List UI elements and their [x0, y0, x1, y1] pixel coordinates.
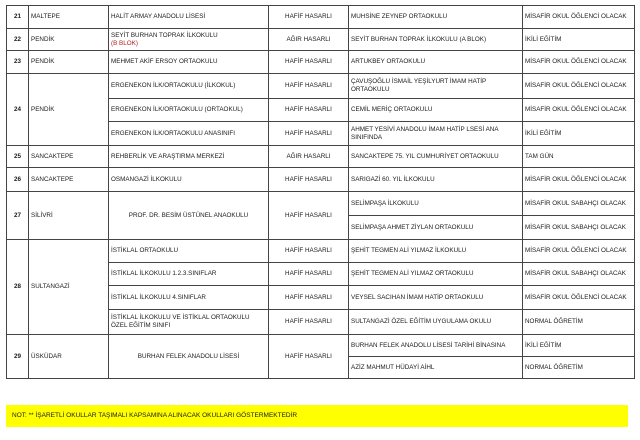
table-row — [7, 146, 635, 168]
education-mode: İKİLİ EĞİTİM — [523, 335, 635, 357]
education-mode: NORMAL ÖĞRETİM — [523, 310, 635, 335]
target-school: SELİMPAŞA AHMET ZİYLAN ORTAOKULU — [349, 216, 523, 240]
table-row — [7, 6, 635, 29]
damage-status: HAFİF HASARLI — [269, 51, 349, 74]
table-row — [7, 51, 635, 74]
row-number: 28 — [7, 240, 29, 335]
damage-status: HAFİF HASARLI — [269, 74, 349, 99]
school-name: BURHAN FELEK ANADOLU LİSESİ — [109, 335, 269, 379]
target-school: ŞEHİT TEGMEN ALİ YILMAZ ORTAOKULU — [349, 263, 523, 286]
row-number: 27 — [7, 192, 29, 240]
damage-status: HAFİF HASARLI — [269, 192, 349, 240]
school-table — [6, 5, 635, 379]
damage-status: HAFİF HASARLI — [269, 99, 349, 122]
damage-status: HAFİF HASARLI — [269, 310, 349, 335]
damage-status: HAFİF HASARLI — [269, 286, 349, 310]
district: SİLİVRİ — [29, 192, 109, 240]
school-name — [109, 29, 269, 51]
row-number: 26 — [7, 168, 29, 192]
school-name: PROF. DR. BESİM ÜSTÜNEL ANAOKULU — [109, 192, 269, 240]
district: PENDİK — [29, 51, 109, 74]
table-row — [7, 335, 635, 357]
education-mode: İKİLİ EĞİTİM — [523, 29, 635, 51]
district: PENDİK — [29, 29, 109, 51]
school-name: ERGENEKON İLK/ORTAOKULU ANASINIFI — [109, 122, 269, 146]
target-school: AHMET YESİVİ ANADOLU İMAM HATİP LSESİ ANA SINIFINDA — [349, 122, 523, 146]
school-name: İSTİKLAL İLKOKULU VE İSTİKLAL ORTAOKULU ÖZEL EĞİTİM SINIFI — [109, 310, 269, 335]
row-number: 29 — [7, 335, 29, 379]
damage-status: HAFİF HASARLI — [269, 240, 349, 263]
education-mode: MİSAFİR OKUL ÖĞLENCİ OLACAK — [523, 74, 635, 99]
row-number: 22 — [7, 29, 29, 51]
target-school: ŞEHİT TEGMEN ALİ YILMAZ İLKOKULU — [349, 240, 523, 263]
district: SANCAKTEPE — [29, 168, 109, 192]
district: ÜSKÜDAR — [29, 335, 109, 379]
education-mode: MİSAFİR OKUL ÖĞLENCİ OLACAK — [523, 6, 635, 29]
row-number: 25 — [7, 146, 29, 168]
damage-status: HAFİF HASARLI — [269, 168, 349, 192]
school-name-text: SEYİT BURHAN TOPRAK İLKOKULU — [111, 31, 218, 39]
table-row — [7, 240, 635, 263]
table-row — [7, 29, 635, 51]
target-school: SULTANGAZİ ÖZEL EĞİTİM UYGULAMA OKULU — [349, 310, 523, 335]
school-name-note: (B BLOK) — [111, 39, 138, 47]
education-mode: MİSAFİR OKUL SABAHÇI OLACAK — [523, 263, 635, 286]
education-mode: MİSAFİR OKUL SABAHÇI OLACAK — [523, 216, 635, 240]
district: MALTEPE — [29, 6, 109, 29]
target-school: SANCAKTEPE 75. YIL CUMHURİYET ORTAOKULU — [349, 146, 523, 168]
education-mode: MİSAFİR OKUL SABAHÇI OLACAK — [523, 192, 635, 216]
target-school: VEYSEL SACIHAN İMAM HATİP ORTAOKULU — [349, 286, 523, 310]
table-row — [7, 74, 635, 99]
footnote-banner: NOT: ** İŞARETLİ OKULLAR TAŞIMALI KAPSAMINA ALINACAK OKULLARI GÖSTERMEKTEDİR — [6, 405, 628, 427]
education-mode: İKİLİ EĞİTİM — [523, 122, 635, 146]
school-name: İSTİKLAL İLKOKULU 1.2.3.SINIFLAR — [109, 263, 269, 286]
district: PENDİK — [29, 74, 109, 146]
education-mode: MİSAFİR OKUL ÖĞLENCİ OLACAK — [523, 168, 635, 192]
education-mode: MİSAFİR OKUL ÖĞLENCİ OLACAK — [523, 240, 635, 263]
damage-status: AĞIR HASARLI — [269, 29, 349, 51]
target-school: SEYİT BURHAN TOPRAK İLKOKULU (A BLOK) — [349, 29, 523, 51]
education-mode: TAM GÜN — [523, 146, 635, 168]
damage-status: HAFİF HASARLI — [269, 6, 349, 29]
school-name: MEHMET AKİF ERSOY ORTAOKULU — [109, 51, 269, 74]
education-mode: MİSAFİR OKUL ÖĞLENCİ OLACAK — [523, 99, 635, 122]
district: SANCAKTEPE — [29, 146, 109, 168]
education-mode: MİSAFİR OKUL ÖĞLENCİ OLACAK — [523, 286, 635, 310]
target-school: SELİMPAŞA İLKOKULU — [349, 192, 523, 216]
education-mode: MİSAFİR OKUL ÖĞLENCİ OLACAK — [523, 51, 635, 74]
target-school: SARIGAZİ 60. YIL İLKOKULU — [349, 168, 523, 192]
target-school: MUHSİNE ZEYNEP ORTAOKULU — [349, 6, 523, 29]
damage-status: HAFİF HASARLI — [269, 335, 349, 379]
table-row — [7, 168, 635, 192]
damage-status: AĞIR HASARLI — [269, 146, 349, 168]
school-name: HALİT ARMAY ANADOLU LİSESİ — [109, 6, 269, 29]
table-row — [7, 192, 635, 216]
target-school: BURHAN FELEK ANADOLU LİSESİ TARİHİ BİNASINA — [349, 335, 523, 357]
school-name: ERGENEKON İLK/ORTAOKULU (ORTAOKUL) — [109, 99, 269, 122]
education-mode: NORMAL ÖĞRETİM — [523, 357, 635, 379]
target-school: ARTUKBEY ORTAOKULU — [349, 51, 523, 74]
target-school: ÇAVUŞOĞLU İSMAİL YEŞİLYURT İMAM HATİP ORTAOKULU — [349, 74, 523, 99]
school-name: REHBERLİK VE ARAŞTIRMA MERKEZİ — [109, 146, 269, 168]
target-school: CEMİL MERİÇ ORTAOKULU — [349, 99, 523, 122]
damage-status: HAFİF HASARLI — [269, 122, 349, 146]
school-name: OSMANGAZİ İLKOKULU — [109, 168, 269, 192]
school-name: İSTİKLAL ORTAOKULU — [109, 240, 269, 263]
row-number: 23 — [7, 51, 29, 74]
row-number: 24 — [7, 74, 29, 146]
school-name: İSTİKLAL İLKOKULU 4.SINIFLAR — [109, 286, 269, 310]
row-number: 21 — [7, 6, 29, 29]
target-school: AZİZ MAHMUT HÜDAYİ AİHL — [349, 357, 523, 379]
district: SULTANGAZİ — [29, 240, 109, 335]
school-name: ERGENEKON İLK/ORTAOKULU (İLKOKUL) — [109, 74, 269, 99]
damage-status: HAFİF HASARLI — [269, 263, 349, 286]
